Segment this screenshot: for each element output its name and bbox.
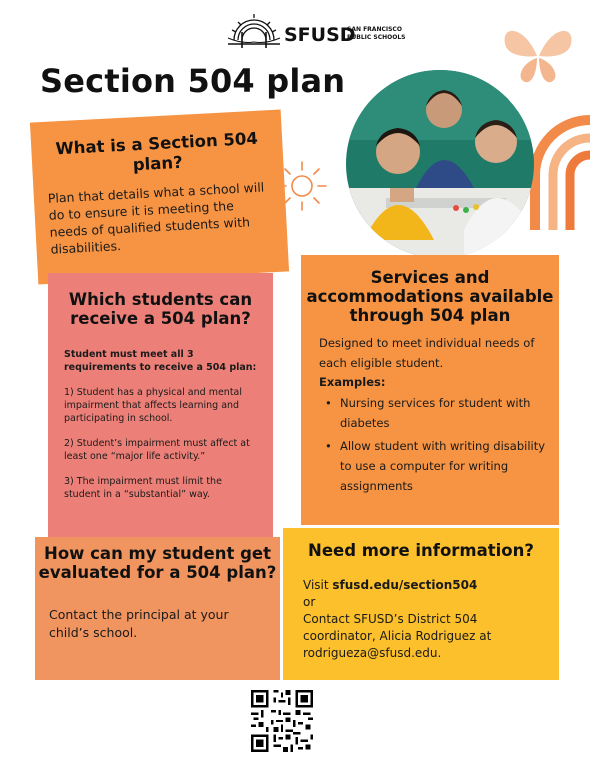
page-title: Section 504 plan bbox=[40, 62, 346, 100]
requirement-1: 1) Student has a physical and mental impairment that affects learning and participating in school. bbox=[64, 387, 243, 424]
section504-link[interactable]: sfusd.edu/section504 bbox=[332, 578, 478, 592]
example-item: • Nursing services for student with diabetes bbox=[323, 393, 549, 433]
requirement-2: 2) Student’s impairment must affect at least one “major life activity.” bbox=[64, 438, 250, 462]
or-text: or bbox=[303, 595, 316, 609]
golden-gate-bridge-icon bbox=[226, 10, 282, 54]
visit-prefix: Visit bbox=[303, 578, 333, 592]
classroom-photo bbox=[346, 70, 534, 258]
which-students-box bbox=[48, 273, 273, 538]
example-item: • Allow student with writing disability to use a computer for writing assignments bbox=[323, 436, 549, 496]
what-is-504-body: Plan that details what a school will do to ensure it is meeting the needs of qualified students with disabilities. bbox=[47, 179, 265, 257]
logo-name: SFUSD bbox=[284, 24, 356, 46]
requirement-3: 3) The impairment must limit the student in a “substantial” way. bbox=[64, 476, 222, 500]
examples-label: Examples: bbox=[319, 375, 386, 389]
more-info-heading: Need more information? bbox=[308, 541, 534, 560]
butterfly-icon bbox=[497, 22, 579, 88]
evaluate-heading: How can my student get evaluated for a 504 plan? bbox=[38, 544, 277, 582]
services-heading: Services and accommodations available through 504 plan bbox=[306, 268, 554, 325]
which-students-heading: Which students can receive a 504 plan? bbox=[68, 290, 253, 328]
what-is-504-box bbox=[30, 110, 289, 285]
examples-list bbox=[323, 393, 549, 496]
more-info-box bbox=[283, 528, 559, 680]
qr-code-icon[interactable] bbox=[251, 690, 313, 752]
evaluate-box bbox=[35, 537, 280, 680]
logo-subtitle: SAN FRANCISCO PUBLIC SCHOOLS bbox=[347, 26, 406, 41]
services-box bbox=[301, 255, 559, 525]
evaluate-body: Contact the principal at your child’s school. bbox=[49, 607, 229, 640]
services-description: Designed to meet individual needs of each eligible student. bbox=[319, 336, 535, 370]
sfusd-logo bbox=[226, 10, 426, 54]
visit-line bbox=[303, 577, 549, 594]
contact-text: Contact SFUSD’s District 504 coordinator, Alicia Rodriguez at rodrigueza@sfusd.edu. bbox=[303, 612, 492, 660]
what-is-504-heading: What is a Section 504 plan? bbox=[55, 128, 259, 175]
requirements-lead: Student must meet all 3 requirements to receive a 504 plan: bbox=[64, 349, 257, 373]
more-info-body bbox=[303, 577, 549, 662]
